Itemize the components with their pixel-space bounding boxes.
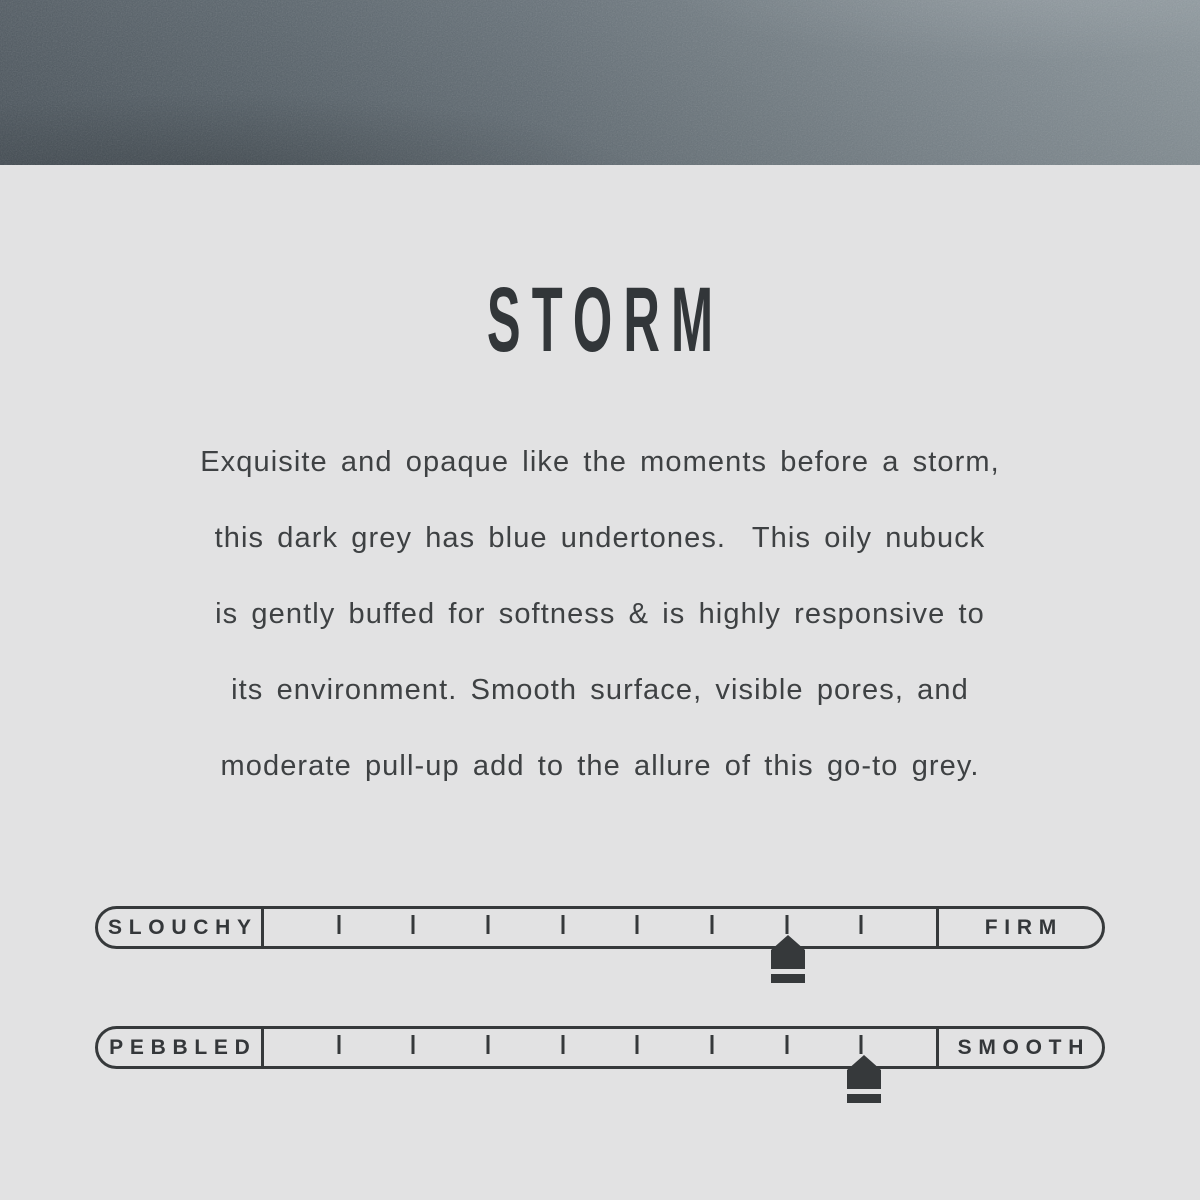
leather-swatch-image [0,0,1200,165]
slider-tick [337,915,340,934]
description-line: Exquisite and opaque like the moments before a storm, [200,446,1000,478]
color-description [150,424,1050,804]
leather-shading [0,0,1200,165]
slider-tick [487,915,490,934]
slider-tick [711,915,714,934]
slider-right-label-cell [936,1029,1102,1066]
slider-marker-icon[interactable] [769,935,807,983]
description-line: moderate pull-up add to the allure of this go-to grey. [220,750,980,782]
slider-tick [636,915,639,934]
slider-tick [711,1035,714,1054]
slider-marker-icon[interactable] [845,1055,883,1103]
slouchy-firm-slider [95,906,1105,949]
page-title: STORM [486,269,725,371]
slider-tick [412,915,415,934]
slider-tick [785,915,788,934]
slider-tick [636,1035,639,1054]
slider-tick [785,1035,788,1054]
slider-right-label: SMOOTH [957,1035,1091,1059]
slider-tick [337,1035,340,1054]
slider-left-label-cell [98,1029,264,1066]
slider-left-label: PEBBLED [109,1035,257,1059]
pebbled-smooth-slider [95,1026,1105,1069]
slider-tick [561,915,564,934]
slider-track [264,1029,936,1066]
slider-left-label-cell [98,909,264,946]
slider-tick [487,1035,490,1054]
slider-left-label: SLOUCHY [108,915,258,939]
slider-track [264,909,936,946]
slider-right-label: FIRM [984,915,1063,939]
description-line: its environment. Smooth surface, visible pores, and [231,674,969,706]
slider-tick [561,1035,564,1054]
description-line: is gently buffed for softness & is highly responsive to [215,598,985,630]
slider-tick [412,1035,415,1054]
slider-tick [860,1035,863,1054]
description-line: this dark grey has blue undertones. This oily nubuck [214,522,986,554]
slider-tick [860,915,863,934]
slider-right-label-cell [936,909,1102,946]
